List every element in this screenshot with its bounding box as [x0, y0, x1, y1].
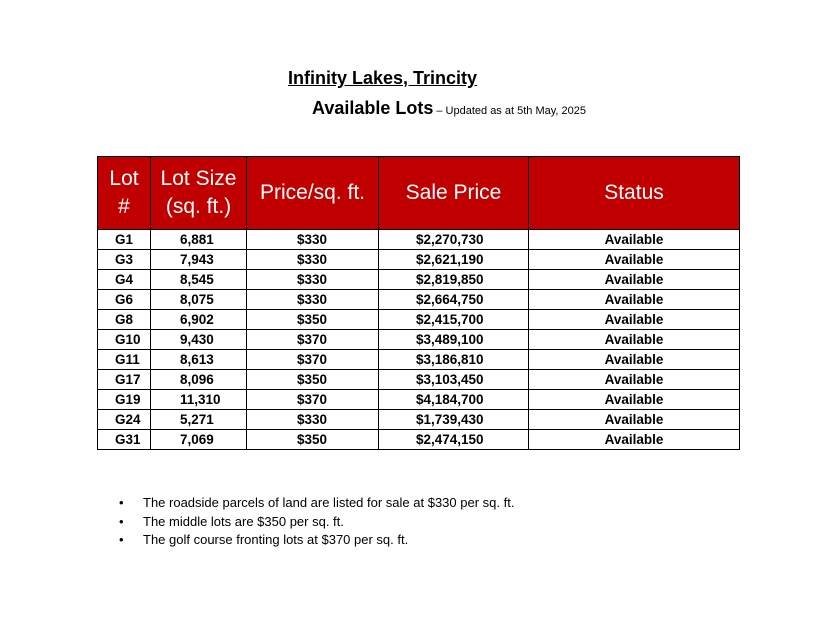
- cell-lot: G24: [98, 410, 151, 430]
- cell-price-per-sqft: $350: [247, 310, 379, 330]
- column-header-lot: Lot #: [98, 157, 151, 230]
- cell-status: Available: [529, 290, 740, 310]
- note-text: The golf course fronting lots at $370 per sq. ft.: [143, 532, 409, 547]
- updated-date: – Updated as at 5th May, 2025: [436, 105, 586, 117]
- cell-lot: G6: [98, 290, 151, 310]
- cell-price-per-sqft: $330: [247, 230, 379, 250]
- cell-lot-size: 8,096: [151, 370, 247, 390]
- cell-lot-size: 8,075: [151, 290, 247, 310]
- list-item: [117, 494, 514, 513]
- cell-price-per-sqft: $330: [247, 250, 379, 270]
- cell-sale-price: $1,739,430: [379, 410, 529, 430]
- cell-lot: G10: [98, 330, 151, 350]
- table-header-row: [98, 157, 740, 230]
- cell-lot-size: 5,271: [151, 410, 247, 430]
- cell-lot-size: 6,881: [151, 230, 247, 250]
- cell-status: Available: [529, 430, 740, 450]
- cell-lot-size: 7,069: [151, 430, 247, 450]
- cell-lot: G3: [98, 250, 151, 270]
- note-text: The middle lots are $350 per sq. ft.: [143, 513, 344, 529]
- cell-sale-price: $3,103,450: [379, 370, 529, 390]
- cell-status: Available: [529, 230, 740, 250]
- table-row: [98, 270, 740, 290]
- cell-status: Available: [529, 390, 740, 410]
- cell-price-per-sqft: $350: [247, 370, 379, 390]
- cell-status: Available: [529, 250, 740, 270]
- table-row: [98, 370, 740, 390]
- cell-status: Available: [529, 410, 740, 430]
- column-header-sale-price: Sale Price: [379, 157, 529, 230]
- cell-status: Available: [529, 270, 740, 290]
- cell-lot: G4: [98, 270, 151, 290]
- table-row: [98, 350, 740, 370]
- cell-price-per-sqft: $350: [247, 430, 379, 450]
- cell-sale-price: $2,474,150: [379, 430, 529, 450]
- bullet-icon: •: [119, 513, 124, 529]
- cell-lot-size: 8,613: [151, 350, 247, 370]
- cell-price-per-sqft: $330: [247, 270, 379, 290]
- cell-price-per-sqft: $330: [247, 290, 379, 310]
- cell-price-per-sqft: $370: [247, 390, 379, 410]
- cell-status: Available: [529, 330, 740, 350]
- cell-sale-price: $3,186,810: [379, 350, 529, 370]
- lots-table: [97, 156, 740, 450]
- table-row: [98, 230, 740, 250]
- notes-list: [117, 494, 514, 550]
- cell-status: Available: [529, 350, 740, 370]
- bullet-icon: •: [119, 532, 124, 547]
- cell-price-per-sqft: $330: [247, 410, 379, 430]
- cell-status: Available: [529, 370, 740, 390]
- cell-lot: G19: [98, 390, 151, 410]
- list-item: [117, 513, 514, 532]
- cell-sale-price: $2,664,750: [379, 290, 529, 310]
- cell-lot: G8: [98, 310, 151, 330]
- cell-sale-price: $4,184,700: [379, 390, 529, 410]
- table-row: [98, 290, 740, 310]
- bullet-icon: •: [119, 495, 124, 510]
- page-title: Infinity Lakes, Trincity: [288, 68, 478, 88]
- table-row: [98, 430, 740, 450]
- cell-lot: G11: [98, 350, 151, 370]
- cell-lot-size: 6,902: [151, 310, 247, 330]
- column-header-price-per-sqft: Price/sq. ft.: [247, 157, 379, 230]
- note-text: The roadside parcels of land are listed for sale at $330 per sq. ft.: [143, 495, 515, 510]
- list-item: [117, 531, 514, 550]
- table-row: [98, 310, 740, 330]
- column-header-lot-size: Lot Size (sq. ft.): [151, 157, 247, 230]
- cell-sale-price: $2,621,190: [379, 250, 529, 270]
- cell-lot: G17: [98, 370, 151, 390]
- cell-lot-size: 8,545: [151, 270, 247, 290]
- cell-status: Available: [529, 310, 740, 330]
- subtitle-line: [312, 98, 586, 119]
- cell-lot-size: 7,943: [151, 250, 247, 270]
- table-row: [98, 250, 740, 270]
- cell-lot: G31: [98, 430, 151, 450]
- cell-price-per-sqft: $370: [247, 330, 379, 350]
- cell-lot-size: 9,430: [151, 330, 247, 350]
- table-row: [98, 330, 740, 350]
- cell-sale-price: $2,415,700: [379, 310, 529, 330]
- column-header-status: Status: [529, 157, 740, 230]
- cell-lot: G1: [98, 230, 151, 250]
- cell-sale-price: $2,270,730: [379, 230, 529, 250]
- cell-lot-size: 11,310: [151, 390, 247, 410]
- cell-sale-price: $2,819,850: [379, 270, 529, 290]
- table-row: [98, 410, 740, 430]
- cell-sale-price: $3,489,100: [379, 330, 529, 350]
- cell-price-per-sqft: $370: [247, 350, 379, 370]
- table-row: [98, 390, 740, 410]
- page-subtitle: Available Lots: [312, 98, 434, 118]
